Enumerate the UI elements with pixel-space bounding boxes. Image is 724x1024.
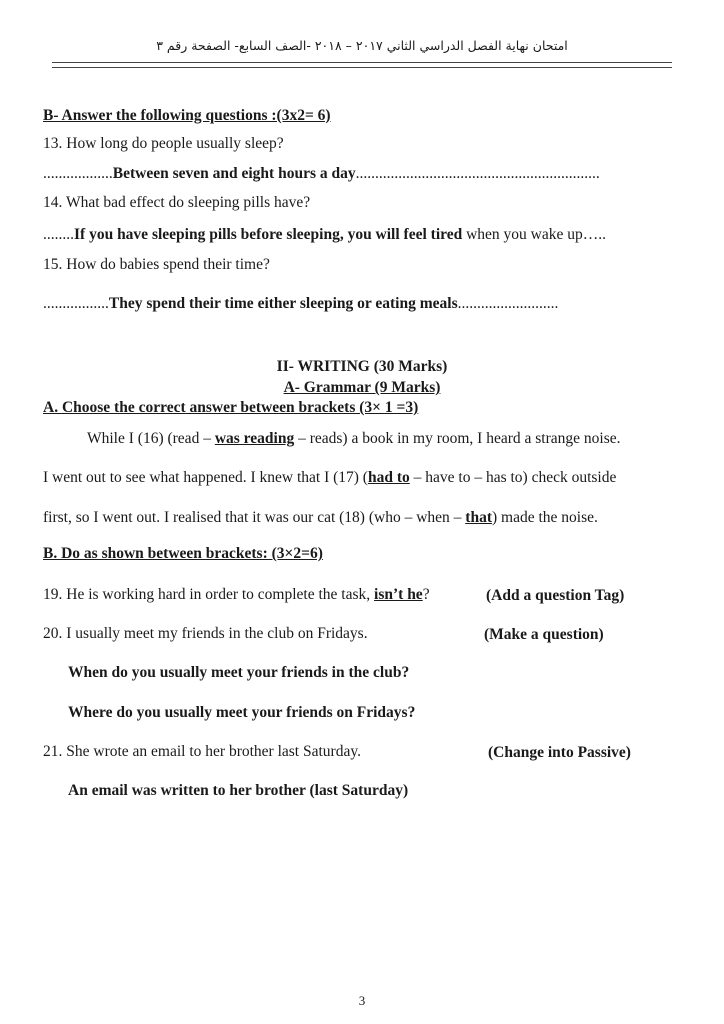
part-a-line-2-start: I went out to see what happened. I knew that I (17) ( bbox=[43, 469, 368, 486]
answer-13 bbox=[43, 165, 600, 183]
answer-14-trail: when you wake up….. bbox=[462, 226, 607, 243]
part-a-line-2-end: – have to – has to) check outside bbox=[409, 469, 617, 486]
answer-15-text: They spend their time either sleeping or eating meals bbox=[108, 295, 458, 312]
answer-19: isn’t he bbox=[374, 586, 423, 603]
answer-15-trail: .......................... bbox=[457, 295, 559, 312]
question-15: 15. How do babies spend their time? bbox=[43, 256, 270, 273]
answer-13-text: Between seven and eight hours a day bbox=[112, 165, 356, 182]
answer-14-text: If you have sleeping pills before sleeping, you will feel tired bbox=[74, 226, 463, 243]
answer-15 bbox=[43, 295, 558, 313]
answer-15-lead: ................. bbox=[43, 295, 109, 312]
question-20-instruction: (Make a question) bbox=[484, 626, 604, 643]
question-20: 20. I usually meet my friends in the club on Fridays. bbox=[43, 625, 368, 642]
answer-13-lead: .................. bbox=[43, 165, 113, 182]
page-number: 3 bbox=[358, 993, 366, 1008]
answer-13-trail: ............................................................... bbox=[355, 165, 600, 182]
part-a-line-3 bbox=[43, 509, 598, 527]
question-19-instruction: (Add a question Tag) bbox=[486, 587, 625, 604]
part-a-line-3-end: ) made the noise. bbox=[491, 509, 598, 526]
part-a-line-1-end: – reads) a book in my room, I heard a strange noise. bbox=[294, 430, 621, 447]
part-a-line-2 bbox=[43, 469, 616, 487]
answer-18: that bbox=[465, 509, 492, 526]
question-19-text: 19. He is working hard in order to complete the task, bbox=[43, 586, 375, 603]
question-13: 13. How long do people usually sleep? bbox=[43, 135, 284, 152]
section-b-title: B- Answer the following questions :(3x2= 6) bbox=[43, 107, 331, 124]
answer-20-2: Where do you usually meet your friends on Fridays? bbox=[68, 704, 416, 721]
question-21-instruction: (Change into Passive) bbox=[488, 744, 631, 761]
writing-title: II- WRITING (30 Marks) bbox=[276, 358, 448, 375]
part-a-line-1 bbox=[87, 430, 620, 448]
grammar-subtitle bbox=[0, 379, 724, 397]
page-header: امتحان نهاية الفصل الدراسي الثاني ٢٠١٧ – ٢٠١٨ -الصف السابع- الصفحة رقم ٣ bbox=[156, 38, 568, 53]
answer-16: was reading bbox=[214, 430, 295, 447]
answer-17: had to bbox=[367, 469, 410, 486]
part-a-line-1-start: While I (16) (read – bbox=[87, 430, 215, 447]
answer-14 bbox=[43, 226, 606, 244]
question-19-mark: ? bbox=[422, 586, 430, 603]
header-divider bbox=[52, 62, 672, 68]
question-14: 14. What bad effect do sleeping pills have? bbox=[43, 194, 311, 211]
grammar-subtitle-text: A- Grammar (9 Marks) bbox=[283, 379, 441, 396]
question-19 bbox=[43, 586, 430, 604]
answer-21: An email was written to her brother (last Saturday) bbox=[68, 782, 409, 799]
answer-20-1: When do you usually meet your friends in the club? bbox=[68, 664, 410, 681]
part-a-line-3-start: first, so I went out. I realised that it was our cat (18) (who – when – bbox=[43, 509, 466, 526]
part-b-title: B. Do as shown between brackets: (3×2=6) bbox=[43, 545, 323, 562]
question-21: 21. She wrote an email to her brother last Saturday. bbox=[43, 743, 361, 760]
part-a-title: A. Choose the correct answer between brackets (3× 1 =3) bbox=[43, 399, 419, 416]
answer-14-lead: ........ bbox=[43, 226, 74, 243]
